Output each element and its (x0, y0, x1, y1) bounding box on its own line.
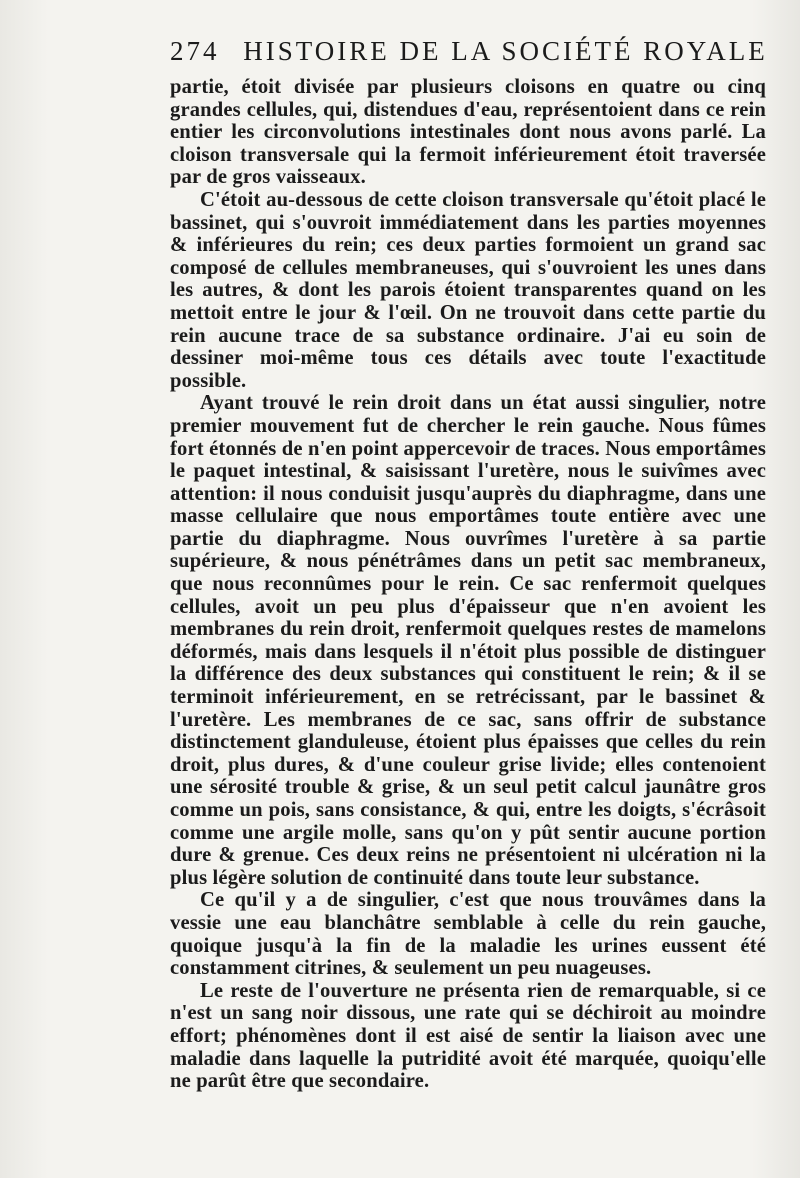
paragraph: Le reste de l'ouverture ne présenta rien de remarquable, si ce n'est un sang noir dissous, une rate qui se déchiroit au moindre effort; phénomènes dont il est aisé de sentir la liaison avec une maladie dans laquelle la putridité avoit été marquée, quoiqu'elle ne parût être que secondaire. (170, 979, 766, 1093)
body-text (170, 76, 766, 1093)
paragraph: Ayant trouvé le rein droit dans un état aussi singulier, notre premier mouvement fut de chercher le rein gauche. Nous fûmes fort étonnés de n'en point appercevoir de traces. Nous emportâmes le paquet intestinal, & saisissant l'uretère, nous le suivîmes avec attention: il nous conduisit jusqu'auprès du diaphragme, dans une masse cellulaire que nous emportâmes toute entière avec une partie du diaphragme. Nous ouvrîmes l'uretère à sa partie supérieure, & nous pénétrâmes dans un petit sac membraneux, que nous reconnûmes pour le rein. Ce sac renfermoit quelques cellules, avoit un peu plus d'épaisseur que n'en avoient les membranes du rein droit, renfermoit quelques restes de mamelons déformés, mais dans lesquels il n'étoit plus possible de distinguer la différence des deux substances qui constituent le rein; & il se terminoit inférieurement, en se retrécissant, par le bassinet & l'uretère. Les membranes de ce sac, sans offrir de substance distinctement glanduleuse, étoient plus épaisses que celles du rein droit, plus dures, & d'une couleur grise livide; elles contenoient une sérosité trouble & grise, & un seul petit calcul jaunâtre gros comme un pois, sans consistance, & qui, entre les doigts, s'écrâsoit comme une argile molle, sans qu'on y pût sentir aucune portion dure & grenue. Ces deux reins ne présentoient ni ulcération ni la plus légère solution de continuité dans toute leur substance. (170, 392, 766, 889)
paragraph: Ce qu'il y a de singulier, c'est que nous trouvâmes dans la vessie une eau blanchâtre semblable à celle du rein gauche, quoique jusqu'à la fin de la maladie les urines eussent été constamment citrines, & seulement un peu nuageuses. (170, 889, 766, 980)
paragraph: C'étoit au-dessous de cette cloison transversale qu'étoit placé le bassinet, qui s'ouvroit immédiatement dans les parties moyennes & inférieures du rein; ces deux parties formoient un grand sac composé de cellules membraneuses, qui s'ouvroient les unes dans les autres, & dont les parois étoient transparentes quand on les mettoit entre le jour & l'œil. On ne trouvoit dans cette partie du rein aucune trace de sa substance ordinaire. J'ai eu soin de dessiner moi-même tous ces détails avec toute l'exactitude possible. (170, 188, 766, 392)
page-header (170, 36, 770, 67)
paragraph-continued: partie, étoit divisée par plusieurs cloisons en quatre ou cinq grandes cellules, qui, distendues d'eau, représentoient dans ce rein entier les circonvolutions intestinales dont nous avons parlé. La cloison transversale qui la fermoit inférieurement étoit traversée par de gros vaisseaux. (170, 76, 766, 189)
page-number: 274 (170, 36, 220, 66)
running-title: HISTOIRE DE LA SOCIÉTÉ ROYALE (243, 36, 768, 66)
